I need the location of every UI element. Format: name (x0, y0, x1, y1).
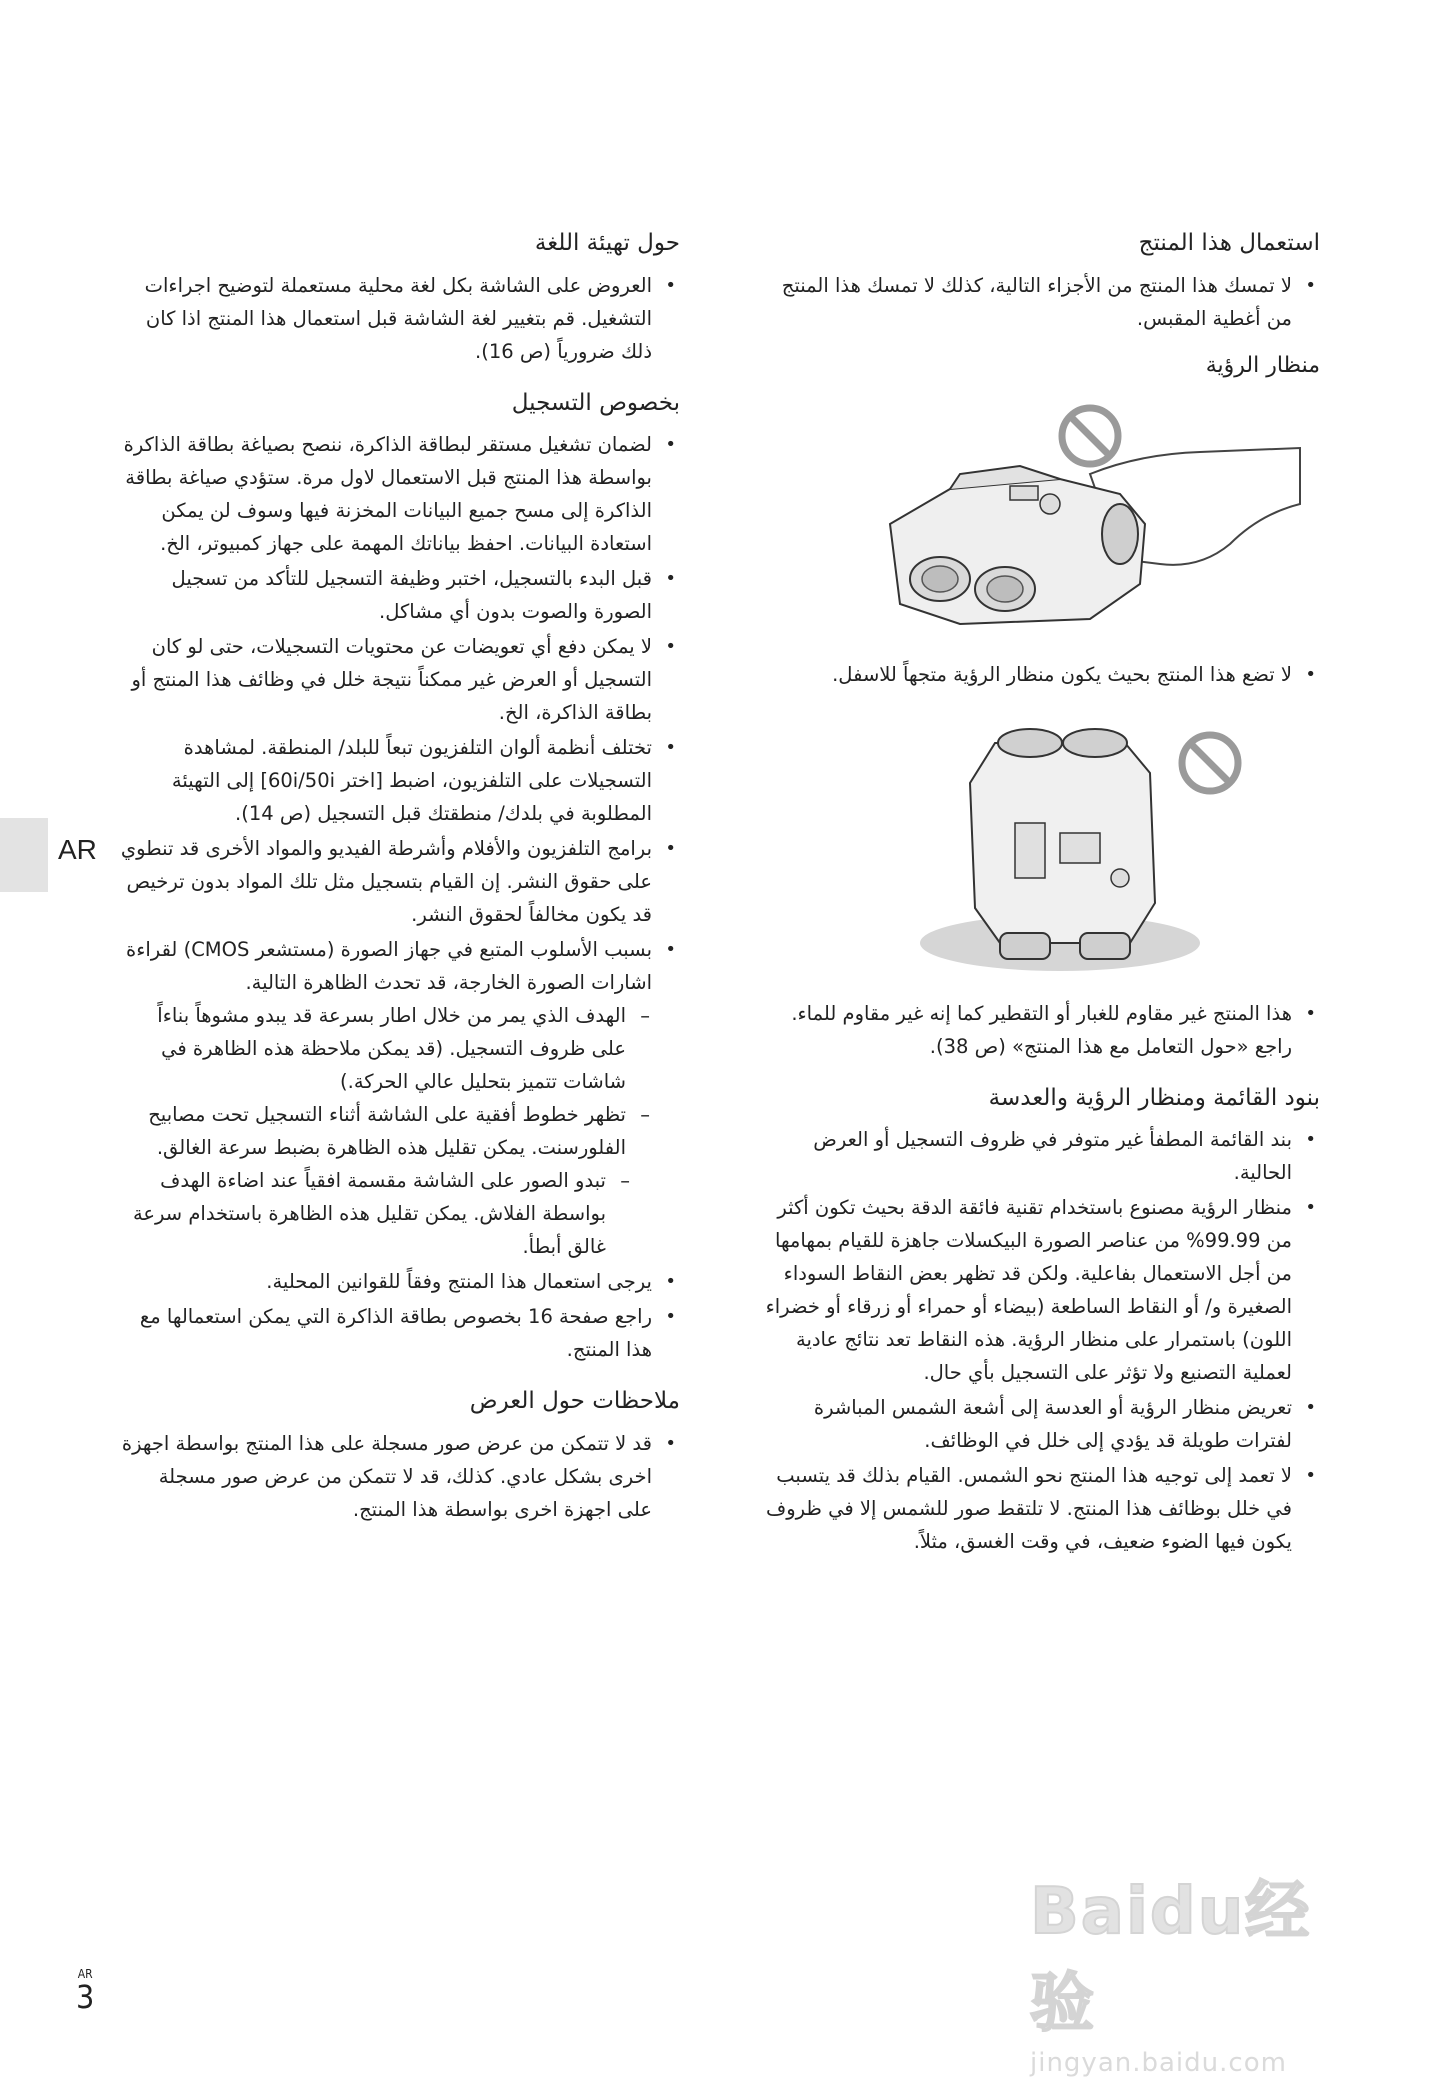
prohibited-icon (1062, 408, 1118, 464)
list-item: • تعريض منظار الرؤية أو العدسة إلى أشعة الشمس المباشرة لفترات طويلة قد يؤدي إلى خلل في الوظائف. (760, 1391, 1320, 1457)
watermark (1030, 1860, 1370, 2078)
dash-item: – تبدو الصور على الشاشة مقسمة افقياً عند اضاءة الهدف بواسطة الفلاش. يمكن تقليل هذه الظاهرة باستخدام سرعة غالق أبطأ. (120, 1164, 632, 1263)
watermark-url: jingyan.baidu.com (1030, 2048, 1287, 2078)
dash-item: – تظهر خطوط أفقية على الشاشة أثناء التسجيل تحت مصابيح الفلورسنت. يمكن تقليل هذه الظاهرة بضبط سرعة الغالق. (120, 1098, 652, 1164)
heading-language-setting: حول تهيئة اللغة (534, 230, 680, 256)
bullet-list (120, 1427, 680, 1526)
list-item: • تختلف أنظمة ألوان التلفزيون تبعاً للبلد/ المنطقة. لمشاهدة التسجيلات على التلفزيون، اضبط [اختر 60i/50i] إلى التهيئة المطلوبة في بلدك/ منطقتك قبل التسجيل (ص 14). (120, 731, 680, 830)
list-item: • منظار الرؤية مصنوع باستخدام تقنية فائقة الدقة بحيث تكون أكثر من 99.99% من عناصر الصورة البيكسلات جاهزة للقيام بمهامها من أجل الاستعمال بفاعلية. ولكن قد تظهر بعض النقاط السوداء الصغيرة و/ أو النقاط الساطعة (بيضاء أو حمراء أو زرقاء أو خضراء اللون) باستمرار على منظار الرؤية. هذه النقاط تعد نتائج عادية لعملية التصنيع ولا تؤثر على التسجيل بأي حال. (760, 1191, 1320, 1389)
left-column (120, 226, 680, 1544)
bullet-list (120, 428, 680, 1366)
heading-menu-viewfinder-lens: بنود القائمة ومنظار الرؤية والعدسة (988, 1084, 1320, 1111)
dash-item: – الهدف الذي يمر من خلال اطار بسرعة قد يبدو مشوهاً بناءاً على ظروف التسجيل. (قد يمكن ملاحظة هذه الظاهرة في شاشات تتميز بتحليل عالي الحركة.) (120, 999, 652, 1098)
binocular-held-illustration (760, 394, 1320, 644)
list-item: • يرجى استعمال هذا المنتج وفقاً للقوانين المحلية. (120, 1265, 680, 1298)
list-item: • قبل البدء بالتسجيل، اختبر وظيفة التسجيل للتأكد من تسجيل الصورة والصوت بدون أي مشاكل. (120, 562, 680, 628)
list-item: • لا تعمد إلى توجيه هذا المنتج نحو الشمس. القيام بذلك قد يتسبب في خلل بوظائف هذا المنتج. لا تلتقط صور للشمس إلا في ظروف يكون فيها الضوء ضعيف، في وقت الغسق، مثلاً. (760, 1459, 1320, 1558)
page-number-value: 3 (76, 1978, 95, 2016)
illustration-viewfinder-down (760, 703, 1320, 983)
heading-using-product: استعمال هذا المنتج (1138, 230, 1320, 256)
bullet-list (760, 658, 1320, 691)
subheading-viewfinder: منظار الرؤية (1205, 352, 1320, 378)
list-item: • لا تمسك هذا المنتج من الأجزاء التالية، كذلك لا تمسك هذا المنتج من أغطية المقبس. (760, 269, 1320, 335)
list-item: • بند القائمة المطفأ غير متوفر في ظروف التسجيل أو العرض الحالية. (760, 1123, 1320, 1189)
illustration-holding-viewfinder (760, 394, 1320, 644)
list-item: • راجع صفحة 16 بخصوص بطاقة الذاكرة التي يمكن استعمالها مع هذا المنتج. (120, 1300, 680, 1366)
bullet-list (760, 269, 1320, 335)
bullet-list (120, 269, 680, 368)
page-number-prefix: AR (77, 1967, 93, 1981)
bullet-list (760, 997, 1320, 1063)
list-item-text: بسبب الأسلوب المتبع في جهاز الصورة (مستشعر CMOS) لقراءة اشارات الصورة الخارجة، قد تحدث الظاهرة التالية. (126, 938, 652, 994)
list-item: • قد لا تتمكن من عرض صور مسجلة على هذا المنتج بواسطة اجهزة اخرى بشكل عادي. كذلك، قد لا تتمكن من عرض صور مسجلة على اجهزة اخرى بواسطة هذا المنتج. (120, 1427, 680, 1526)
watermark-logo: Baidu经验 (1030, 1875, 1312, 2041)
bullet-list (760, 1123, 1320, 1558)
prohibited-icon (1182, 735, 1238, 791)
list-item: • برامج التلفزيون والأفلام وأشرطة الفيديو والمواد الأخرى قد تنطوي على حقوق النشر. إن القيام بتسجيل مثل تلك المواد بدون ترخيص قد يكون مخالفاً لحقوق النشر. (120, 832, 680, 931)
right-column (760, 226, 1320, 1576)
heading-recording: بخصوص التسجيل (511, 389, 680, 416)
list-item: • لا تضع هذا المنتج بحيث يكون منظار الرؤية متجهاً للاسفل. (760, 658, 1320, 691)
dash-list (120, 999, 652, 1263)
page-number (76, 1968, 94, 2014)
list-item (120, 933, 680, 1263)
list-item: • لضمان تشغيل مستقر لبطاقة الذاكرة، ننصح بصياغة بطاقة الذاكرة بواسطة هذا المنتج قبل الاستعمال لاول مرة. ستؤدي صياغة بطاقة الذاكرة إلى مسح جميع البيانات المخزنة فيها وسوف لن يمكن استعادة البيانات. احفظ بياناتك المهمة على جهاز كمبيوتر، الخ. (120, 428, 680, 560)
side-language-label: AR (58, 834, 97, 865)
heading-display-notes: ملاحظات حول العرض (469, 1388, 680, 1414)
binocular-upright-illustration (760, 703, 1320, 983)
side-tab (0, 818, 48, 892)
list-item: • هذا المنتج غير مقاوم للغبار أو التقطير كما إنه غير مقاوم للماء. راجع «حول التعامل مع هذا المنتج» (ص 38). (760, 997, 1320, 1063)
list-item: • لا يمكن دفع أي تعويضات عن محتويات التسجيلات، حتى لو كان التسجيل أو العرض غير ممكناً نتيجة خلل في وظائف هذا المنتج أو بطاقة الذاكرة، الخ. (120, 630, 680, 729)
list-item: • العروض على الشاشة بكل لغة محلية مستعملة لتوضيح اجراءات التشغيل. قم بتغيير لغة الشاشة قبل استعمال هذا المنتج اذا كان ذلك ضرورياً (ص 16). (120, 269, 680, 368)
